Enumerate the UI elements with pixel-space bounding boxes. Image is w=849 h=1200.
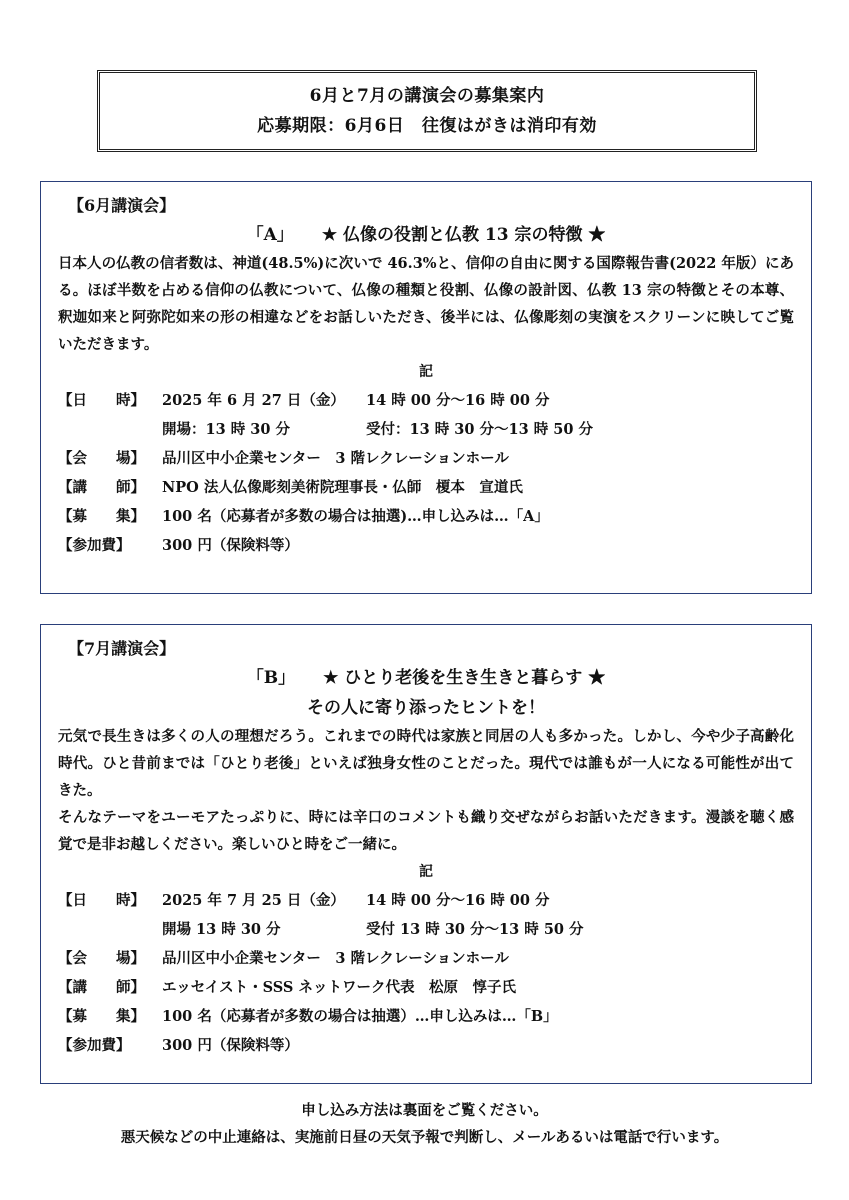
july-venue-row (58, 944, 794, 973)
june-lecture-title (58, 220, 794, 250)
june-recruit: 100 名（応募者が多数の場合は抽選)…申し込みは…「A」 (162, 508, 549, 525)
header-title: 6月と7月の講演会の募集案内 (309, 86, 545, 106)
date-label: 【日 時】 (58, 892, 145, 909)
july-lecture-title (58, 663, 794, 693)
july-recruit-row (58, 1002, 794, 1031)
june-heading: 【6月講演会】 (68, 196, 176, 215)
july-time: 14 時 00 分〜16 時 00 分 (366, 892, 550, 909)
july-open-time: 開場 13 時 30 分 (162, 921, 281, 938)
july-fee: 300 円（保険料等） (162, 1037, 299, 1054)
july-recruit: 100 名（応募者が多数の場合は抽選）…申し込みは…「B」 (162, 1008, 558, 1025)
application-method-note: 申し込み方法は裏面をご覧ください。 (301, 1102, 548, 1119)
june-open-time: 開場：13 時 30 分 (162, 421, 291, 438)
recruit-label: 【募 集】 (58, 508, 145, 525)
june-date: 2025 年 6 月 27 日（金） (162, 392, 345, 409)
june-fee-row (58, 531, 794, 560)
june-date-row (58, 386, 794, 415)
june-time: 14 時 00 分〜16 時 00 分 (366, 392, 550, 409)
cancellation-note: 悪天候などの中止連絡は、実施前日昼の天気予報で判断し、メールあるいは電話で行います。 (120, 1129, 729, 1146)
june-lecturer-row (58, 473, 794, 502)
venue-label: 【会 場】 (58, 450, 145, 467)
june-lecture-section (40, 181, 812, 594)
july-description-1: 元気で長生きは多くの人の理想だろう。これまでの時代は家族と同居の人も多かった。しかし、今や少子高齢化時代。ひと昔前までは「ひとり老後」といえば独身女性のことだった。現代では誰もが一人になる可能性が出てきた。 (58, 728, 794, 799)
lecturer-label: 【講 師】 (58, 479, 145, 496)
july-lecturer: エッセイスト・SSS ネットワーク代表 松原 惇子氏 (162, 979, 516, 996)
july-reception-time: 受付 13 時 30 分〜13 時 50 分 (366, 921, 584, 938)
june-open-row (58, 415, 794, 444)
july-details (58, 886, 794, 1060)
june-ki-marker: 記 (419, 364, 433, 380)
application-deadline: 応募期限：6月6日 往復はがきは消印有効 (257, 116, 597, 136)
lecturer-label: 【講 師】 (58, 979, 145, 996)
june-fee: 300 円（保険料等） (162, 537, 299, 554)
july-lecturer-row (58, 973, 794, 1002)
july-ki-marker: 記 (419, 864, 433, 880)
june-recruit-row (58, 502, 794, 531)
june-venue: 品川区中小企業センター 3 階レクレーションホール (162, 450, 509, 467)
fee-label: 【参加費】 (58, 537, 131, 554)
july-lecture-theme: ★ ひとり老後を生き生きと暮らす ★ (323, 668, 606, 688)
june-details (58, 386, 794, 560)
june-lecture-theme: ★ 仏像の役割と仏教 13 宗の特徴 ★ (321, 225, 606, 245)
recruit-label: 【募 集】 (58, 1008, 145, 1025)
venue-label: 【会 場】 (58, 950, 145, 967)
july-venue: 品川区中小企業センター 3 階レクレーションホール (162, 950, 509, 967)
june-lecturer: NPO 法人仏像彫刻美術院理事長・仏師 榎本 宣道氏 (162, 479, 523, 496)
june-reception-time: 受付：13 時 30 分〜13 時 50 分 (366, 421, 594, 438)
july-fee-row (58, 1031, 794, 1060)
june-description: 日本人の仏教の信者数は、神道(48.5%)に次いで 46.3%と、信仰の自由に関する国際報告書(2022 年版）にある。ほぼ半数を占める信仰の仏教について、仏像の種類と役割、仏像の設計図、仏教 13 宗の特徴とその本尊、釈迦如来と阿弥陀如来の形の相違などをお話しいただき、後半には、仏像彫刻の実演をスクリーンに映してご覧いただきます。 (58, 255, 794, 353)
july-date: 2025 年 7 月 25 日（金） (162, 892, 345, 909)
header-box (97, 70, 757, 152)
july-description-2: そんなテーマをユーモアたっぷりに、時には辛口のコメントも織り交ぜながらお話いただきます。漫談を聴く感覚で是非お越しください。楽しいひと時をご一緒に。 (58, 809, 794, 853)
june-venue-row (58, 444, 794, 473)
july-lecture-subtitle: その人に寄り添ったヒントを！ (307, 698, 545, 718)
fee-label: 【参加費】 (58, 1037, 131, 1054)
july-heading: 【7月講演会】 (68, 639, 176, 658)
june-lecture-code: 「A」 (246, 225, 294, 245)
july-date-row (58, 886, 794, 915)
july-lecture-code: 「B」 (246, 668, 296, 688)
july-open-row (58, 915, 794, 944)
july-lecture-section (40, 624, 812, 1084)
date-label: 【日 時】 (58, 392, 145, 409)
